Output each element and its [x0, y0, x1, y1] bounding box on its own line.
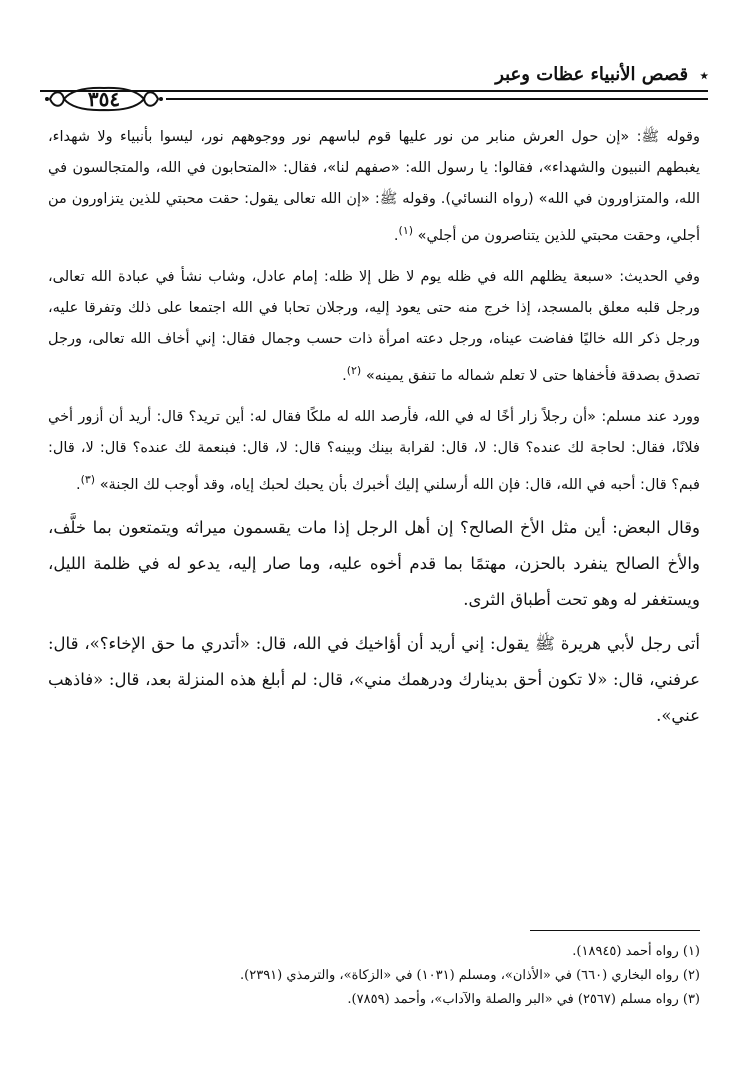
paragraph-seven-shade: وفي الحديث: «سبعة يظلهم الله في ظله يوم لا ظل إلا ظله: إمام عادل، وشاب نشأ في عبادة الله تعالى، ورجل قلبه معلق بالمسجد، إذا خرج منه حتى يعود إليه، ورجلان تحابا في الله اجتمعا على ذلك وتفرقا عليه، ورجل ذكر الله خاليًا ففاضت عيناه، ورجل دعته امرأة ذات حسب وجمال فقال: إني أخاف الله تعالى، ورجل تصدق بصدقة فأخفاها حتى لا تعلم شماله ما تنفق يمينه» $^{(٢)}$. — [48, 268, 700, 384]
main-text — [48, 122, 700, 742]
paragraph-text: وورد عند مسلم: «أن رجلاً زار أخًا له في الله، فأرصد الله له ملكًا فقال له: أين تريد؟ قال: أريد أن أزور أخي فلانًا، فقال: لحاجة لك عنده؟ قال: لا، قال: لقرابة بينك وبينه؟ قال: لا، قال: فبنعمة لك عنده؟ قال: لا، قال: فبم؟ قال: أحبه في الله، قال: فإن الله أرسلني إليك أخبرك بأن يحبك لحبك إياه، وقد أوجب لك الجنة» — [48, 408, 700, 493]
footnote: (٢) رواه البخاري (٦٦٠) في «الأذان»، ومسلم (١٠٣١) في «الزكاة»، والترمذي (٢٣٩١). — [240, 968, 700, 983]
page-number-ornament — [44, 84, 164, 114]
paragraph-text: وفي الحديث: «سبعة يظلهم الله في ظله يوم لا ظل إلا ظله: إمام عادل، وشاب نشأ في عبادة الله تعالى، ورجل قلبه معلق بالمسجد، إذا خرج منه حتى يعود إليه، ورجلان تحابا في الله اجتمعا على ذلك وتفرقا عليه، ورجل ذكر الله خاليًا ففاضت عيناه، ورجل دعته امرأة ذات حسب وجمال فقال: إني أخاف الله تعالى، ورجل تصدق بصدقة فأخفاها حتى لا تعلم شماله ما تنفق يمينه» — [48, 268, 700, 384]
star-icon: ٭ — [700, 68, 708, 84]
paragraph-text: وقوله ﷺ: «إن حول العرش منابر من نور عليها قوم لباسهم نور ووجوههم نور، ليسوا بأنبياء ولا شهداء، يغبطهم النبيون والشهداء»، فقالوا: يا رسول الله: «صفهم لنا»، فقال: «المتحابون في الله، والمتجالسون في الله، والمتزاورون في الله» (رواه النسائي). وقوله ﷺ: «إن الله تعالى يقول: حقت محبتي للذين يتزاورون من أجلي، وحقت محبتي للذين يتناصرون من أجلي» — [48, 129, 700, 244]
paragraph-hadith-minbar: وقوله ﷺ: «إن حول العرش منابر من نور عليها قوم لباسهم نور ووجوههم نور، ليسوا بأنبياء ولا شهداء، يغبطهم النبيون والشهداء»، فقالوا: يا رسول الله: «صفهم لنا»، فقال: «المتحابون في الله، والمتجالسون في الله، والمتزاورون في الله» (رواه النسائي). وقوله ﷺ: «إن الله تعالى يقول: حقت محبتي للذين يتزاورون من أجلي، وحقت محبتي للذين يتناصرون من أجلي» $^{(١)}$. — [48, 129, 700, 244]
footnote-ref: (٢) — [346, 363, 362, 377]
footnote: (٣) رواه مسلم (٢٥٦٧) في «البر والصلة والآداب»، وأحمد (٧٨٥٩). — [347, 992, 700, 1007]
paragraph-abu-hurayra: أتى رجل لأبي هريرة ﷺ يقول: إني أريد أن أؤاخيك في الله، قال: «أتدري ما حق الإخاء؟»، قال: عرفني، قال: «لا تكون أحق بدينارك ودرهمك مني»، قال: لم أبلغ هذه المنزلة بعد، قال: «فاذهب عني». — [48, 634, 700, 726]
paragraph-muslim-visit: وورد عند مسلم: «أن رجلاً زار أخًا له في الله، فأرصد الله له ملكًا فقال له: أين تريد؟ قال: أريد أن أزور أخي فلانًا، فقال: لحاجة لك عنده؟ قال: لا، قال: لقرابة بينك وبينه؟ قال: لا، قال: فبنعمة لك عنده؟ قال: لا، قال: فبم؟ قال: أحبه في الله، قال: فإن الله أرسلني إليك أخبرك بأن يحبك لحبك إياه، وقد أوجب لك الجنة» $^{(٣)}$. — [48, 408, 700, 493]
footnotes — [48, 940, 700, 1012]
footnote-ref: (٣) — [80, 472, 96, 486]
paragraph-righteous-brother: وقال البعض: أين مثل الأخ الصالح؟ إن أهل الرجل إذا مات يقسمون ميراثه ويتمتعون بما خلَّف، والأخ الصالح ينفرد بالحزن، مهتمًا بما قدم أخوه عليه، وما صار إليه، يدعو له في ظلمة الليل، ويستغفر له وهو تحت أطباق الثرى. — [48, 518, 700, 610]
page-number: ٣٥٤ — [87, 87, 121, 111]
footnote-divider — [530, 930, 700, 931]
header-bottom-rule — [166, 98, 708, 100]
book-title: قصص الأنبياء عظات وعبر — [495, 64, 689, 85]
running-title — [495, 64, 708, 85]
footnote: (١) رواه أحمد (١٨٩٤٥). — [572, 944, 700, 959]
footnote-ref: (١) — [398, 224, 414, 237]
